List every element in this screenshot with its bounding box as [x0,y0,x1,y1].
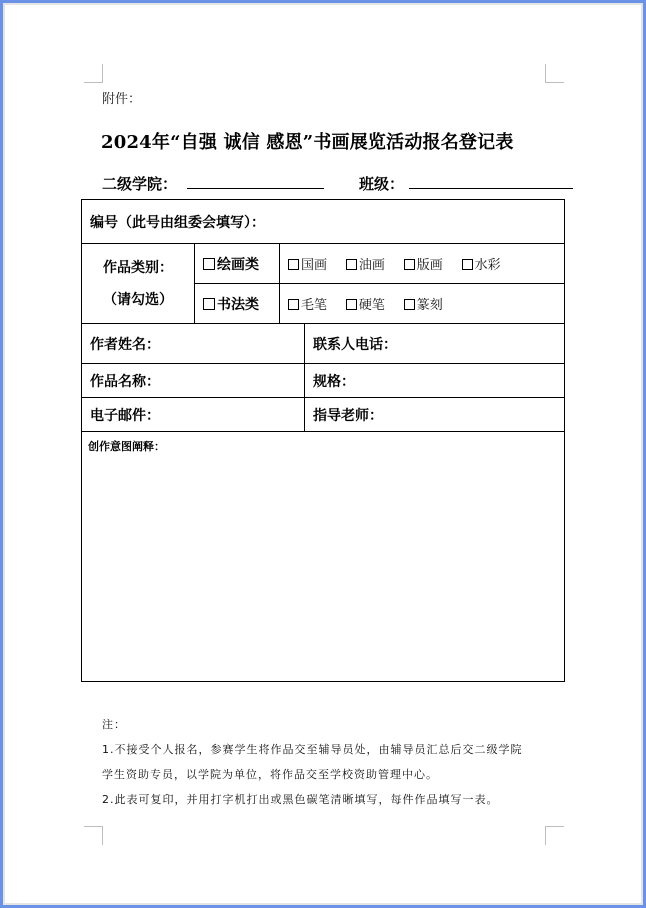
contact-phone-cell[interactable] [305,324,565,364]
margin-corner-top-left [84,64,103,83]
creative-intent-cell[interactable] [82,432,565,682]
serial-number-label: 编号（此号由组委会填写）： [90,214,265,231]
work-title-cell[interactable] [82,364,305,398]
option-label: 油画 [358,258,385,273]
serial-number-cell[interactable] [82,200,565,244]
college-field[interactable] [187,188,324,189]
advisor-label: 指导老师： [313,407,383,424]
category-label-cell [82,244,195,324]
class-label: 班级： [359,175,405,193]
contact-phone-label: 联系人电话： [313,336,397,353]
checkbox-icon[interactable] [346,259,357,270]
option-hard-pen[interactable] [346,298,385,313]
registration-form-table [81,199,565,682]
category-hint: （请勾选） [103,291,173,308]
option-label: 毛笔 [301,298,328,313]
option-print[interactable] [404,258,443,273]
category-label: 作品类别： [103,259,173,276]
dimensions-cell[interactable] [305,364,565,398]
notes-section [102,712,523,812]
page-title: 2024年“自强 诚信 感恩”书画展览活动报名登记表 [101,132,514,153]
email-cell[interactable] [82,398,305,432]
calligraphy-options [280,284,565,324]
checkbox-icon[interactable] [288,299,299,310]
option-label: 水彩 [474,258,501,273]
option-brush[interactable] [288,298,327,313]
margin-corner-bottom-right [545,826,564,845]
checkbox-icon[interactable] [404,299,415,310]
margin-corner-top-right [545,64,564,83]
painting-options [280,244,565,284]
checkbox-icon[interactable] [203,298,215,310]
checkbox-icon[interactable] [462,259,473,270]
note-line: 1.不接受个人报名，参赛学生将作品交至辅导员处，由辅导员汇总后交二级学院 [102,743,523,756]
option-label: 篆刻 [416,298,443,313]
dimensions-label: 规格： [313,373,355,390]
email-label: 电子邮件： [90,407,160,424]
attachment-label: 附件： [102,92,142,107]
category-calligraphy-label: 书法类 [217,296,259,313]
checkbox-icon[interactable] [288,259,299,270]
option-watercolor[interactable] [462,258,501,273]
note-line: 学生资助专员，以学院为单位，将作品交至学校资助管理中心。 [102,768,438,781]
option-oil[interactable] [346,258,385,273]
option-label: 硬笔 [358,298,385,313]
creative-intent-label: 创作意图阐释： [88,440,165,453]
checkbox-icon[interactable] [346,299,357,310]
class-field[interactable] [409,188,573,189]
advisor-cell[interactable] [305,398,565,432]
checkbox-icon[interactable] [203,258,215,270]
option-label: 国画 [301,258,328,273]
category-painting-label: 绘画类 [217,256,259,273]
note-line: 2.此表可复印，并用打字机打出或黑色碳笔清晰填写，每件作品填写一表。 [102,793,499,806]
category-calligraphy[interactable] [195,284,280,324]
option-label: 版画 [416,258,443,273]
option-guohua[interactable] [288,258,327,273]
author-name-label: 作者姓名： [90,336,160,353]
work-title-label: 作品名称： [90,373,160,390]
option-seal-carving[interactable] [404,298,443,313]
category-painting[interactable] [195,244,280,284]
college-label: 二级学院： [102,175,178,193]
margin-corner-bottom-left [84,826,103,845]
author-name-cell[interactable] [82,324,305,364]
checkbox-icon[interactable] [404,259,415,270]
notes-heading: 注： [102,718,126,731]
